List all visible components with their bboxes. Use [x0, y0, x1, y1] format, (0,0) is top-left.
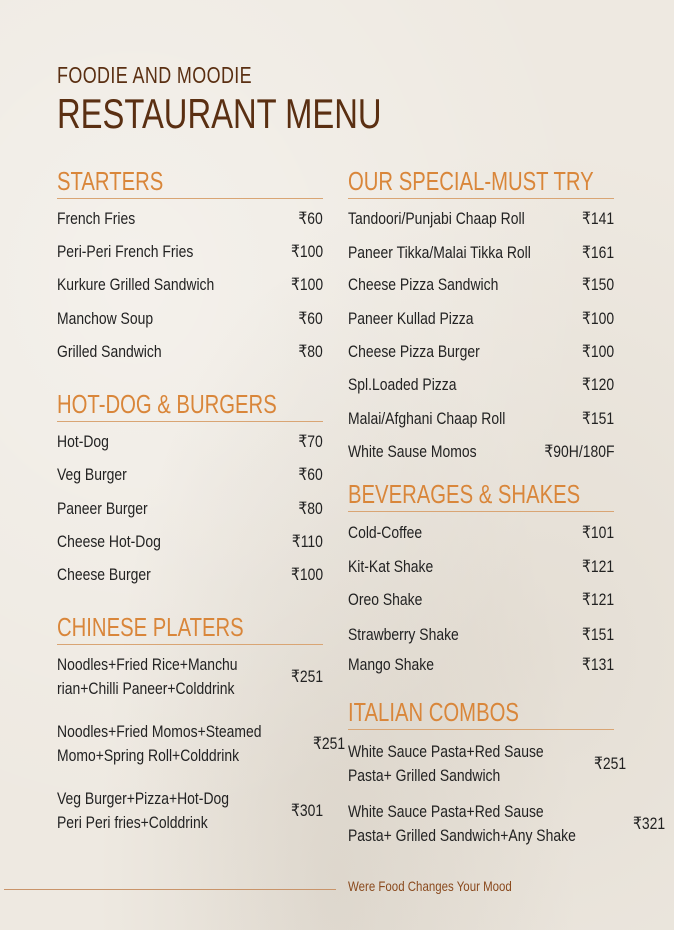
menu-item: Cold-Coffee ₹101 [348, 523, 614, 542]
section-heading-italian-combos: ITALIAN COMBOS [348, 695, 614, 730]
menu-item: Cheese Pizza Sandwich ₹150 [348, 275, 614, 294]
menu-item: Cheese Hot-Dog ₹110 [57, 532, 323, 551]
menu-item: Mango Shake ₹131 [348, 655, 614, 674]
menu-item: Strawberry Shake ₹151 [348, 625, 614, 644]
menu-item: Veg Burger ₹60 [57, 465, 323, 484]
menu-item: White Sause Momos ₹90H/180F [348, 442, 614, 461]
menu-item: Hot-Dog ₹70 [57, 432, 323, 451]
menu-item: Kit-Kat Shake ₹121 [348, 557, 614, 576]
menu-item: Cheese Pizza Burger ₹100 [348, 342, 614, 361]
menu-item: Paneer Tikka/Malai Tikka Roll ₹161 [348, 243, 614, 262]
section-hotdog-burgers [57, 387, 323, 587]
section-starters [57, 164, 323, 364]
menu-item: Tandoori/Punjabi Chaap Roll ₹141 [348, 209, 614, 228]
section-heading-beverages-shakes: BEVERAGES & SHAKES [348, 477, 614, 512]
menu-item: Malai/Afghani Chaap Roll ₹151 [348, 409, 614, 428]
menu-item: French Fries ₹60 [57, 209, 323, 228]
section-heading-chinese-platers: CHINESE PLATERS [57, 610, 323, 645]
section-our-special [348, 164, 614, 474]
section-chinese-platers [57, 610, 346, 850]
menu-item: Spl.Loaded Pizza ₹120 [348, 375, 614, 394]
section-heading-starters: STARTERS [57, 164, 323, 199]
menu-item: Paneer Burger ₹80 [57, 499, 323, 518]
menu-item: Paneer Kullad Pizza ₹100 [348, 309, 614, 328]
menu-item: White Sauce Pasta+Red Sause Pasta+ Grilled Sandwich ₹251 [348, 742, 626, 785]
tagline: Were Food Changes Your Mood [348, 878, 512, 894]
menu-item: Peri-Peri French Fries ₹100 [57, 242, 323, 261]
menu-item: Grilled Sandwich ₹80 [57, 342, 323, 361]
page-title: RESTAURANT MENU [57, 90, 382, 137]
restaurant-name: FOODIE AND MOODIE [57, 62, 253, 88]
menu-item: Veg Burger+Pizza+Hot-Dog Peri Peri fries+Colddrink ₹301 [57, 789, 323, 832]
menu-item: Manchow Soup ₹60 [57, 309, 323, 328]
section-italian-combos [348, 695, 666, 855]
section-beverages-shakes [348, 477, 614, 677]
menu-item: Oreo Shake ₹121 [348, 590, 614, 609]
footer-divider [4, 889, 336, 890]
menu-item: White Sauce Pasta+Red Sause Pasta+ Grilled Sandwich+Any Shake ₹321 [348, 802, 666, 845]
menu-item: Cheese Burger ₹100 [57, 565, 323, 584]
menu-item: Noodles+Fried Rice+Manchu rian+Chilli Paneer+Colddrink ₹251 [57, 655, 323, 698]
menu-item: Noodles+Fried Momos+Steamed Momo+Spring Roll+Colddrink ₹251 [57, 722, 346, 765]
section-heading-our-special: OUR SPECIAL-MUST TRY [348, 164, 614, 199]
menu-item: Kurkure Grilled Sandwich ₹100 [57, 275, 323, 294]
section-heading-hotdog-burgers: HOT-DOG & BURGERS [57, 387, 323, 422]
